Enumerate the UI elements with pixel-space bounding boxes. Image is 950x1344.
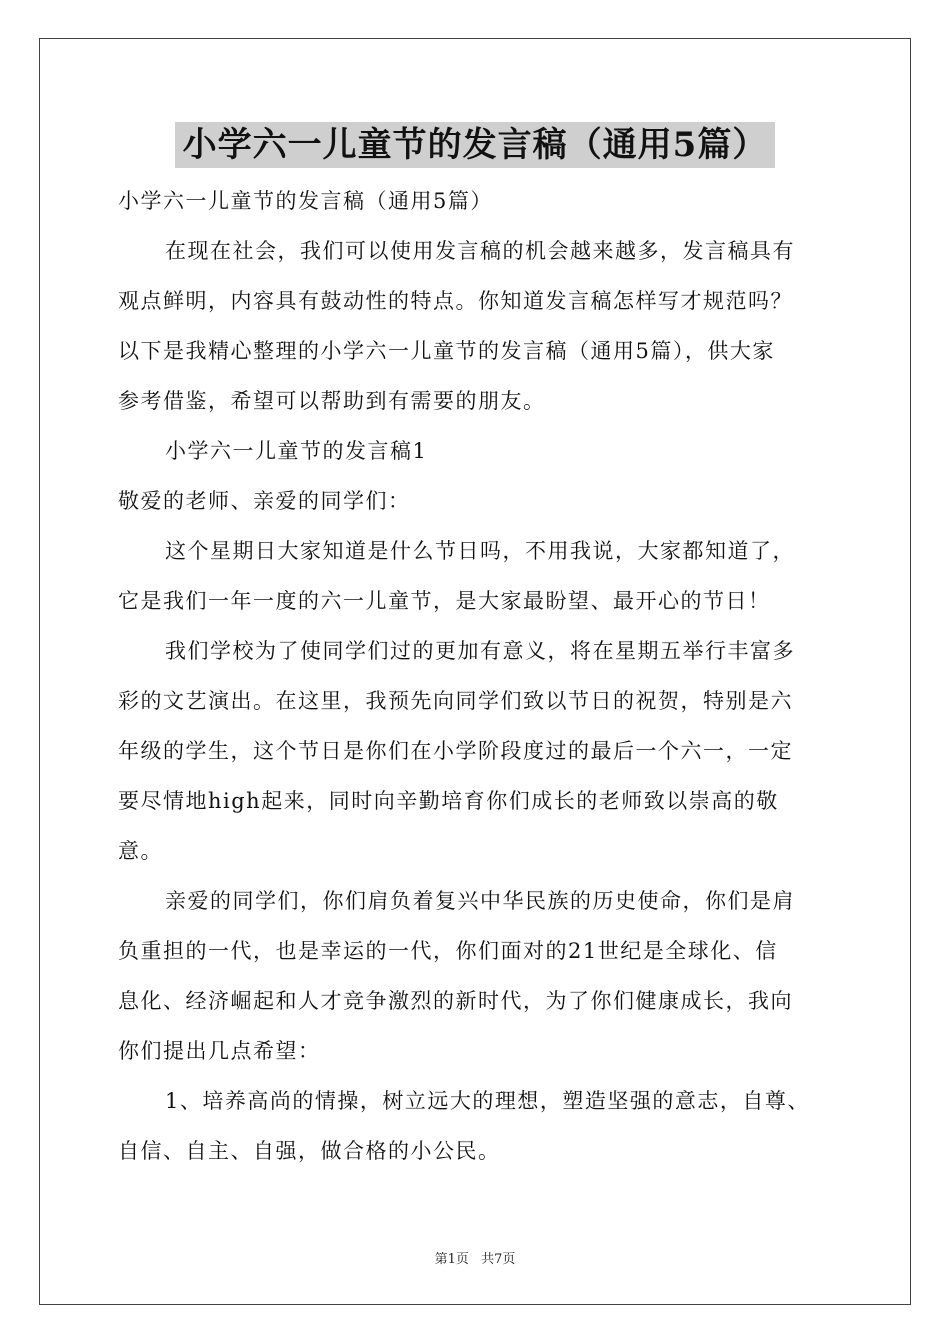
body-line: 彩的文艺演出。在这里，我预先向同学们致以节日的祝贺，特别是六 <box>118 689 793 713</box>
title-container <box>0 122 950 168</box>
body-line: 我们学校为了使同学们过的更加有意义，将在星期五举行丰富多 <box>165 639 795 663</box>
body-line: 这个星期日大家知道是什么节日吗，不用我说，大家都知道了， <box>165 539 795 563</box>
page-number: 第1页 <box>434 1252 469 1267</box>
body-line: 年级的学生，这个节日是你们在小学阶段度过的最后一个六一，一定 <box>118 739 793 763</box>
body-line: 参考借鉴，希望可以帮助到有需要的朋友。 <box>118 389 546 413</box>
section-heading: 小学六一儿童节的发言稿1 <box>165 439 428 463</box>
body-line: 以下是我精心整理的小学六一儿童节的发言稿（通用5篇），供大家 <box>118 339 775 363</box>
body-line: 1、培养高尚的情操，树立远大的理想，塑造坚强的意志，自尊、 <box>165 1089 810 1113</box>
body-line: 亲爱的同学们，你们肩负着复兴中华民族的历史使命，你们是肩 <box>165 889 795 913</box>
body-line: 观点鲜明，内容具有鼓动性的特点。你知道发言稿怎样写才规范吗？ <box>118 289 793 313</box>
page-footer <box>0 1248 950 1267</box>
body-line: 它是我们一年一度的六一儿童节，是大家最盼望、最开心的节日！ <box>118 589 771 613</box>
body-line: 意。 <box>118 839 163 863</box>
salutation: 敬爱的老师、亲爱的同学们： <box>118 489 411 513</box>
body-line: 要尽情地high起来，同时向辛勤培育你们成长的老师致以崇高的敬 <box>118 789 779 813</box>
page-total: 共7页 <box>481 1252 516 1267</box>
body-line: 负重担的一代，也是幸运的一代，你们面对的21世纪是全球化、信 <box>118 939 778 963</box>
body-line: 息化、经济崛起和人才竞争激烈的新时代，为了你们健康成长，我向 <box>118 989 793 1013</box>
document-title: 小学六一儿童节的发言稿（通用5篇） <box>175 122 776 168</box>
body-line: 自信、自主、自强，做合格的小公民。 <box>118 1139 501 1163</box>
body-line: 你们提出几点希望： <box>118 1039 321 1063</box>
body-line: 在现在社会，我们可以使用发言稿的机会越来越多，发言稿具有 <box>165 239 795 263</box>
body-line: 小学六一儿童节的发言稿（通用5篇） <box>118 189 493 213</box>
document-body <box>118 176 838 1176</box>
